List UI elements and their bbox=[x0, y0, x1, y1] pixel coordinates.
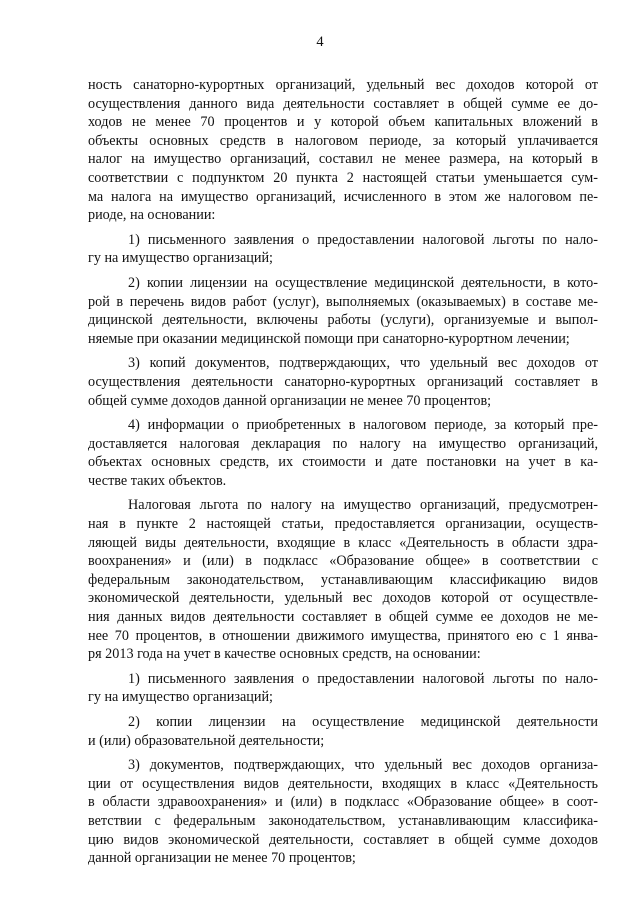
text-line: доставляется налоговая декларация по налогу на имущество организаций, bbox=[88, 435, 598, 452]
text-line: ции от осуществления видов деятельности, входящих в класс «Деятельность bbox=[88, 775, 598, 792]
text-line: общей сумме доходов данной организации не менее 70 процентов; bbox=[88, 392, 492, 409]
text-line: ность санаторно-курортных организаций, удельный вес доходов которой от bbox=[88, 77, 598, 93]
paragraph bbox=[88, 496, 598, 663]
page-number: 4 bbox=[316, 34, 324, 50]
text-line: ляющей виды деятельности, входящие в класс «Деятельность в области здра- bbox=[88, 534, 598, 551]
text-line: Налоговая льгота по налогу на имущество организаций, предусмотрен- bbox=[128, 497, 598, 514]
text-line: ря 2013 года на учет в качестве основных средств, на основании: bbox=[88, 646, 481, 663]
paragraph bbox=[88, 416, 598, 490]
text-line: гу на имущество организаций; bbox=[88, 689, 273, 706]
text-line: 4) информации о приобретенных в налоговом периоде, за который пре- bbox=[128, 417, 598, 434]
paragraph bbox=[88, 670, 598, 707]
text-line: экономической деятельности, удельный вес доходов которой от осуществле- bbox=[88, 590, 598, 607]
text-line: честве таких объектов. bbox=[88, 472, 227, 489]
text-line: объекты основных средств в налоговом периоде, за который уплачивается bbox=[88, 132, 598, 149]
text-line: в области здравоохранения» и (или) в подкласс «Образование общее» в соот- bbox=[88, 794, 598, 811]
paragraph bbox=[88, 76, 598, 225]
text-line: 2) копии лицензии на осуществление медицинской деятельности bbox=[128, 714, 598, 730]
text-line: осуществления деятельности санаторно-курортных организаций составляет в bbox=[88, 373, 598, 390]
text-line: нее 70 процентов, в отношении движимого имущества, принятого ею с 1 янва- bbox=[88, 627, 598, 644]
text-line: федеральным законодательством, устанавливающим классификацию видов bbox=[88, 571, 598, 588]
text-line: осуществления данного вида деятельности составляет в общей сумме ее до- bbox=[88, 95, 598, 112]
text-line: 3) копий документов, подтверждающих, что удельный вес доходов от bbox=[128, 355, 598, 372]
text-line: рой в перечень видов работ (услуг), выполняемых (оказываемых) в составе ме- bbox=[88, 293, 598, 310]
document-body bbox=[88, 76, 598, 874]
text-line: налог на имущество организаций, составил не менее размера, на который в bbox=[88, 151, 598, 168]
text-line: ветствии с федеральным законодательством, устанавливающим классифика- bbox=[88, 812, 598, 829]
paragraph bbox=[88, 274, 598, 348]
text-line: 1) письменного заявления о предоставлении налоговой льготы по нало- bbox=[128, 231, 598, 248]
text-line: 1) письменного заявления о предоставлении налоговой льготы по нало- bbox=[128, 670, 598, 687]
text-line: объектах основных средств, их стоимости и дате постановки на учет в ка- bbox=[88, 454, 598, 471]
text-line: дицинской деятельности, включены работы (услуги), организуемые и выпол- bbox=[88, 312, 598, 329]
text-line: ния данных видов деятельности составляет в общей сумме ее доходов не ме- bbox=[88, 609, 598, 626]
text-line: гу на имущество организаций; bbox=[88, 250, 273, 267]
text-line: ходов не менее 70 процентов и у которой объем капитальных вложений в bbox=[88, 114, 598, 131]
paragraph bbox=[88, 756, 598, 868]
text-line: 2) копии лицензии на осуществление медицинской деятельности, в кото- bbox=[128, 274, 598, 291]
text-line: ма налога на имущество организаций, исчисленного в этом же налоговом пе- bbox=[88, 188, 598, 205]
text-line: риоде, на основании: bbox=[88, 207, 216, 224]
text-line: няемые при оказании медицинской помощи при санаторно-курортном лечении; bbox=[88, 330, 570, 347]
text-line: соответствии с подпунктом 20 пункта 2 настоящей статьи уменьшается сум- bbox=[88, 169, 598, 186]
text-line: и (или) образовательной деятельности; bbox=[88, 732, 325, 749]
text-line: цию видов экономической деятельности, составляет в общей сумме доходов bbox=[88, 831, 598, 848]
text-line: данной организации не менее 70 процентов; bbox=[88, 850, 356, 867]
paragraph bbox=[88, 231, 598, 268]
text-line: 3) документов, подтверждающих, что удельный вес доходов организа- bbox=[128, 757, 598, 774]
text-line: воохранения» и (или) в подкласс «Образование общее» в соответствии с bbox=[88, 553, 598, 570]
paragraph bbox=[88, 713, 598, 750]
paragraph bbox=[88, 354, 598, 410]
text-line: ная в пункте 2 настоящей статьи, предоставляется организации, осуществ- bbox=[88, 516, 598, 533]
